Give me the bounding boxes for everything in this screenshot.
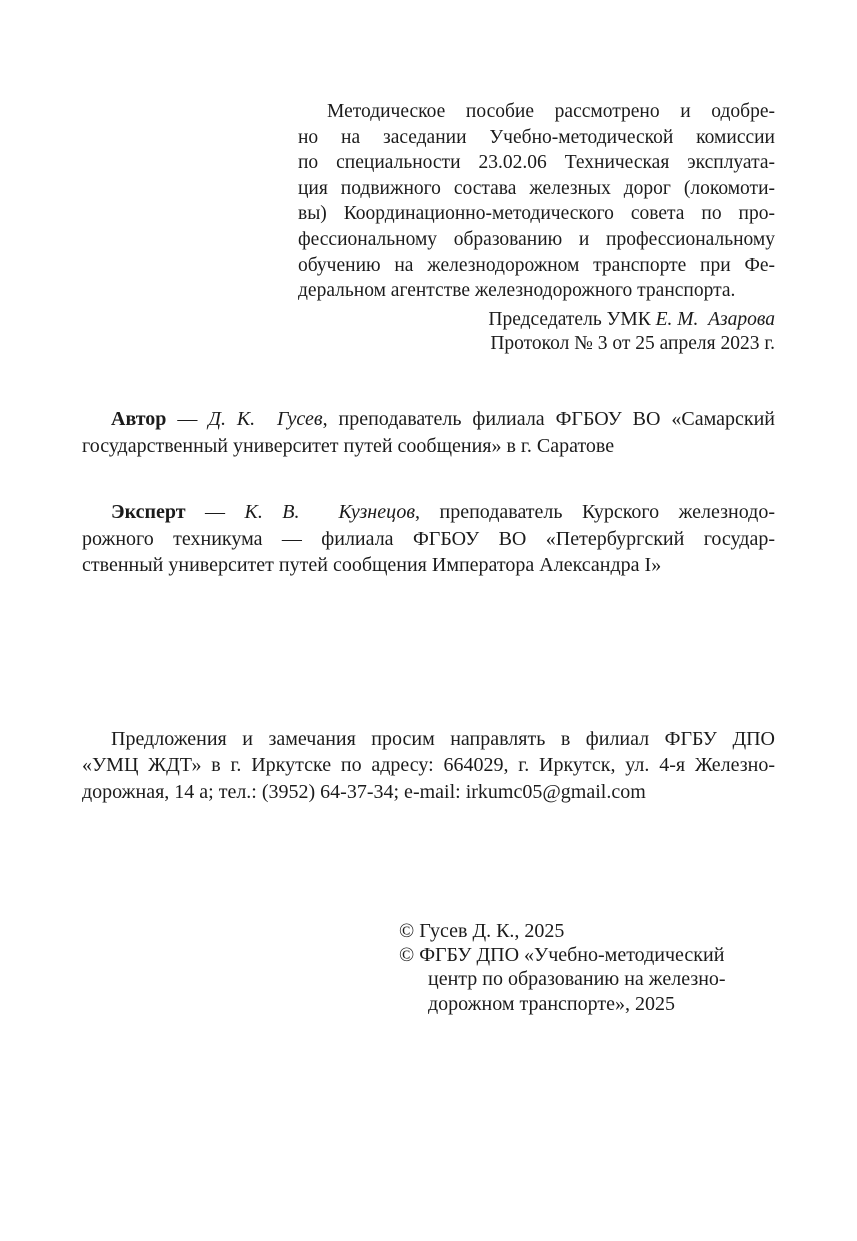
- expert-line: рожного техникума — филиала ФГБОУ ВО «Петербургский государ-: [82, 527, 775, 550]
- approval-line: фессиональному образованию и профессиональному: [298, 228, 775, 250]
- approval-line: деральном агентстве железнодорожного транспорта.: [298, 280, 736, 302]
- author-line: государственный университет путей сообщения» в г. Саратове: [82, 434, 615, 457]
- chairman-line: [298, 308, 775, 332]
- protocol-line: Протокол № 3 от 25 апреля 2023 г.: [490, 332, 775, 354]
- expert-label: Эксперт: [111, 501, 186, 523]
- expert-name: К. В. Кузнецов: [244, 501, 416, 523]
- copyright-line: © Гусев Д. К., 2025: [399, 920, 565, 942]
- contact-paragraph: [82, 726, 775, 805]
- contact-line: дорожная, 14 а; тел.: (3952) 64-37-34; e-mail: irkumc05@gmail.com: [82, 780, 646, 803]
- copyright-line: © ФГБУ ДПО «Учебно-методический: [399, 944, 725, 967]
- author-separator: —: [166, 408, 209, 430]
- approval-line: вы) Координационно-методического совета по про-: [298, 203, 775, 225]
- contact-line: «УМЦ ЖДТ» в г. Иркутске по адресу: 664029, г. Иркутск, ул. 4-я Железно-: [82, 754, 775, 777]
- author-paragraph: [82, 406, 775, 459]
- author-description: , преподаватель филиала ФГБОУ ВО «Самарский: [322, 408, 775, 430]
- expert-line: ственный университет путей сообщения Императора Александра I»: [82, 554, 662, 577]
- approval-line: Методическое пособие рассмотрено и одобре-: [327, 101, 775, 122]
- author-line: [82, 406, 775, 433]
- expert-line: [82, 499, 775, 526]
- copyright-line: центр по образованию на железно-: [428, 968, 726, 991]
- chairman-name: Е. М. Азарова: [655, 309, 775, 330]
- copyright-line: дорожном транспорте», 2025: [428, 992, 675, 1015]
- expert-separator: —: [185, 501, 245, 523]
- contact-line: Предложения и замечания просим направлять в филиал ФГБУ ДПО: [111, 728, 775, 750]
- approval-signature: [298, 308, 775, 355]
- approval-line: по специальности 23.02.06 Техническая эксплуата-: [298, 152, 775, 174]
- expert-paragraph: [82, 499, 775, 579]
- expert-description: , преподаватель Курского железнодо-: [415, 501, 775, 523]
- copyright-block: [399, 919, 769, 1016]
- approval-paragraph: [298, 99, 775, 304]
- chairman-label: Председатель УМК: [488, 309, 656, 330]
- author-name: Д. К. Гусев: [208, 408, 323, 430]
- approval-line: но на заседании Учебно-методической комиссии: [298, 126, 775, 148]
- author-label: Автор: [111, 408, 167, 430]
- approval-line: ция подвижного состава железных дорог (локомоти-: [298, 177, 775, 199]
- approval-line: обучению на железнодорожном транспорте при Фе-: [298, 254, 775, 276]
